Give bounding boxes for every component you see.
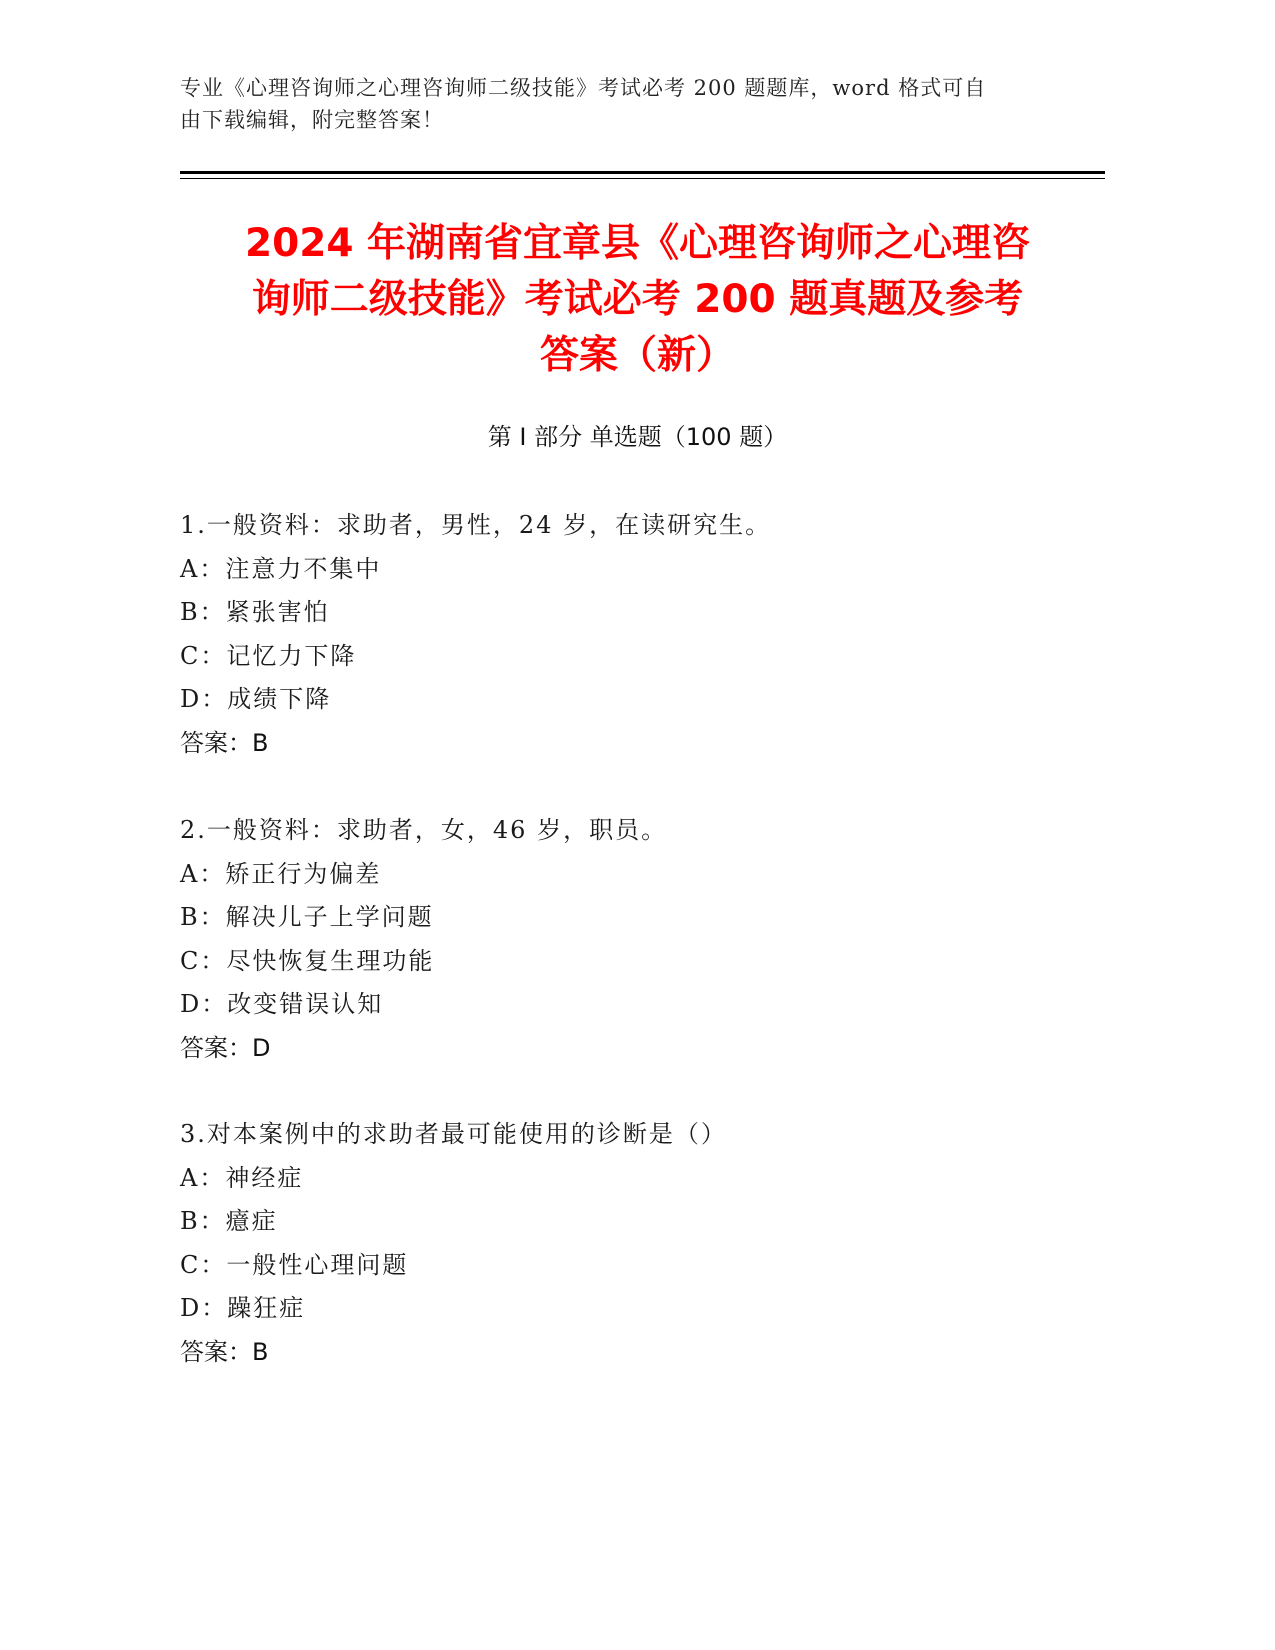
header-note-line-1: 专业《心理咨询师之心理咨询师二级技能》考试必考 200 题题库，word 格式可自 — [180, 76, 987, 100]
question-stem: 2.一般资料：求助者，女，46 岁，职员。 — [180, 816, 668, 844]
option-b: B：解决儿子上学问题 — [180, 903, 434, 931]
answer: 答案：B — [180, 728, 269, 757]
header-rule-thin — [180, 178, 1105, 179]
option-c: C：记忆力下降 — [180, 641, 357, 670]
option-c: C：尽快恢复生理功能 — [180, 946, 435, 975]
header-note — [180, 72, 1050, 136]
option-a: A：注意力不集中 — [180, 554, 382, 583]
document-title-line-1: 2024 年湖南省宜章县《心理咨询师之心理咨 — [244, 221, 1031, 266]
option-a: A：神经症 — [180, 1163, 304, 1192]
header-rule-thick — [180, 171, 1105, 174]
option-a: A：矫正行为偏差 — [180, 859, 382, 888]
option-d: D：改变错误认知 — [180, 990, 384, 1018]
question-stem: 3.对本案例中的求助者最可能使用的诊断是（） — [180, 1120, 727, 1148]
section-title: 第 I 部分 单选题（100 题） — [487, 423, 788, 451]
document-title — [150, 216, 1125, 384]
document-title-line-3: 答案（新） — [539, 333, 735, 378]
question-1 — [180, 504, 1080, 765]
header-note-line-2: 由下载编辑，附完整答案！ — [180, 108, 444, 132]
document-title-line-2: 询师二级技能》考试必考 200 题真题及参考 — [251, 277, 1024, 322]
question-2 — [180, 809, 1080, 1070]
question-3 — [180, 1113, 1080, 1374]
option-b: B：癔症 — [180, 1207, 278, 1235]
answer: 答案：D — [180, 1033, 271, 1062]
option-c: C：一般性心理问题 — [180, 1250, 409, 1279]
answer: 答案：B — [180, 1337, 269, 1366]
question-stem: 1.一般资料：求助者，男性，24 岁，在读研究生。 — [180, 511, 772, 539]
option-b: B：紧张害怕 — [180, 598, 330, 626]
option-d: D：躁狂症 — [180, 1294, 306, 1322]
option-d: D：成绩下降 — [180, 685, 332, 713]
